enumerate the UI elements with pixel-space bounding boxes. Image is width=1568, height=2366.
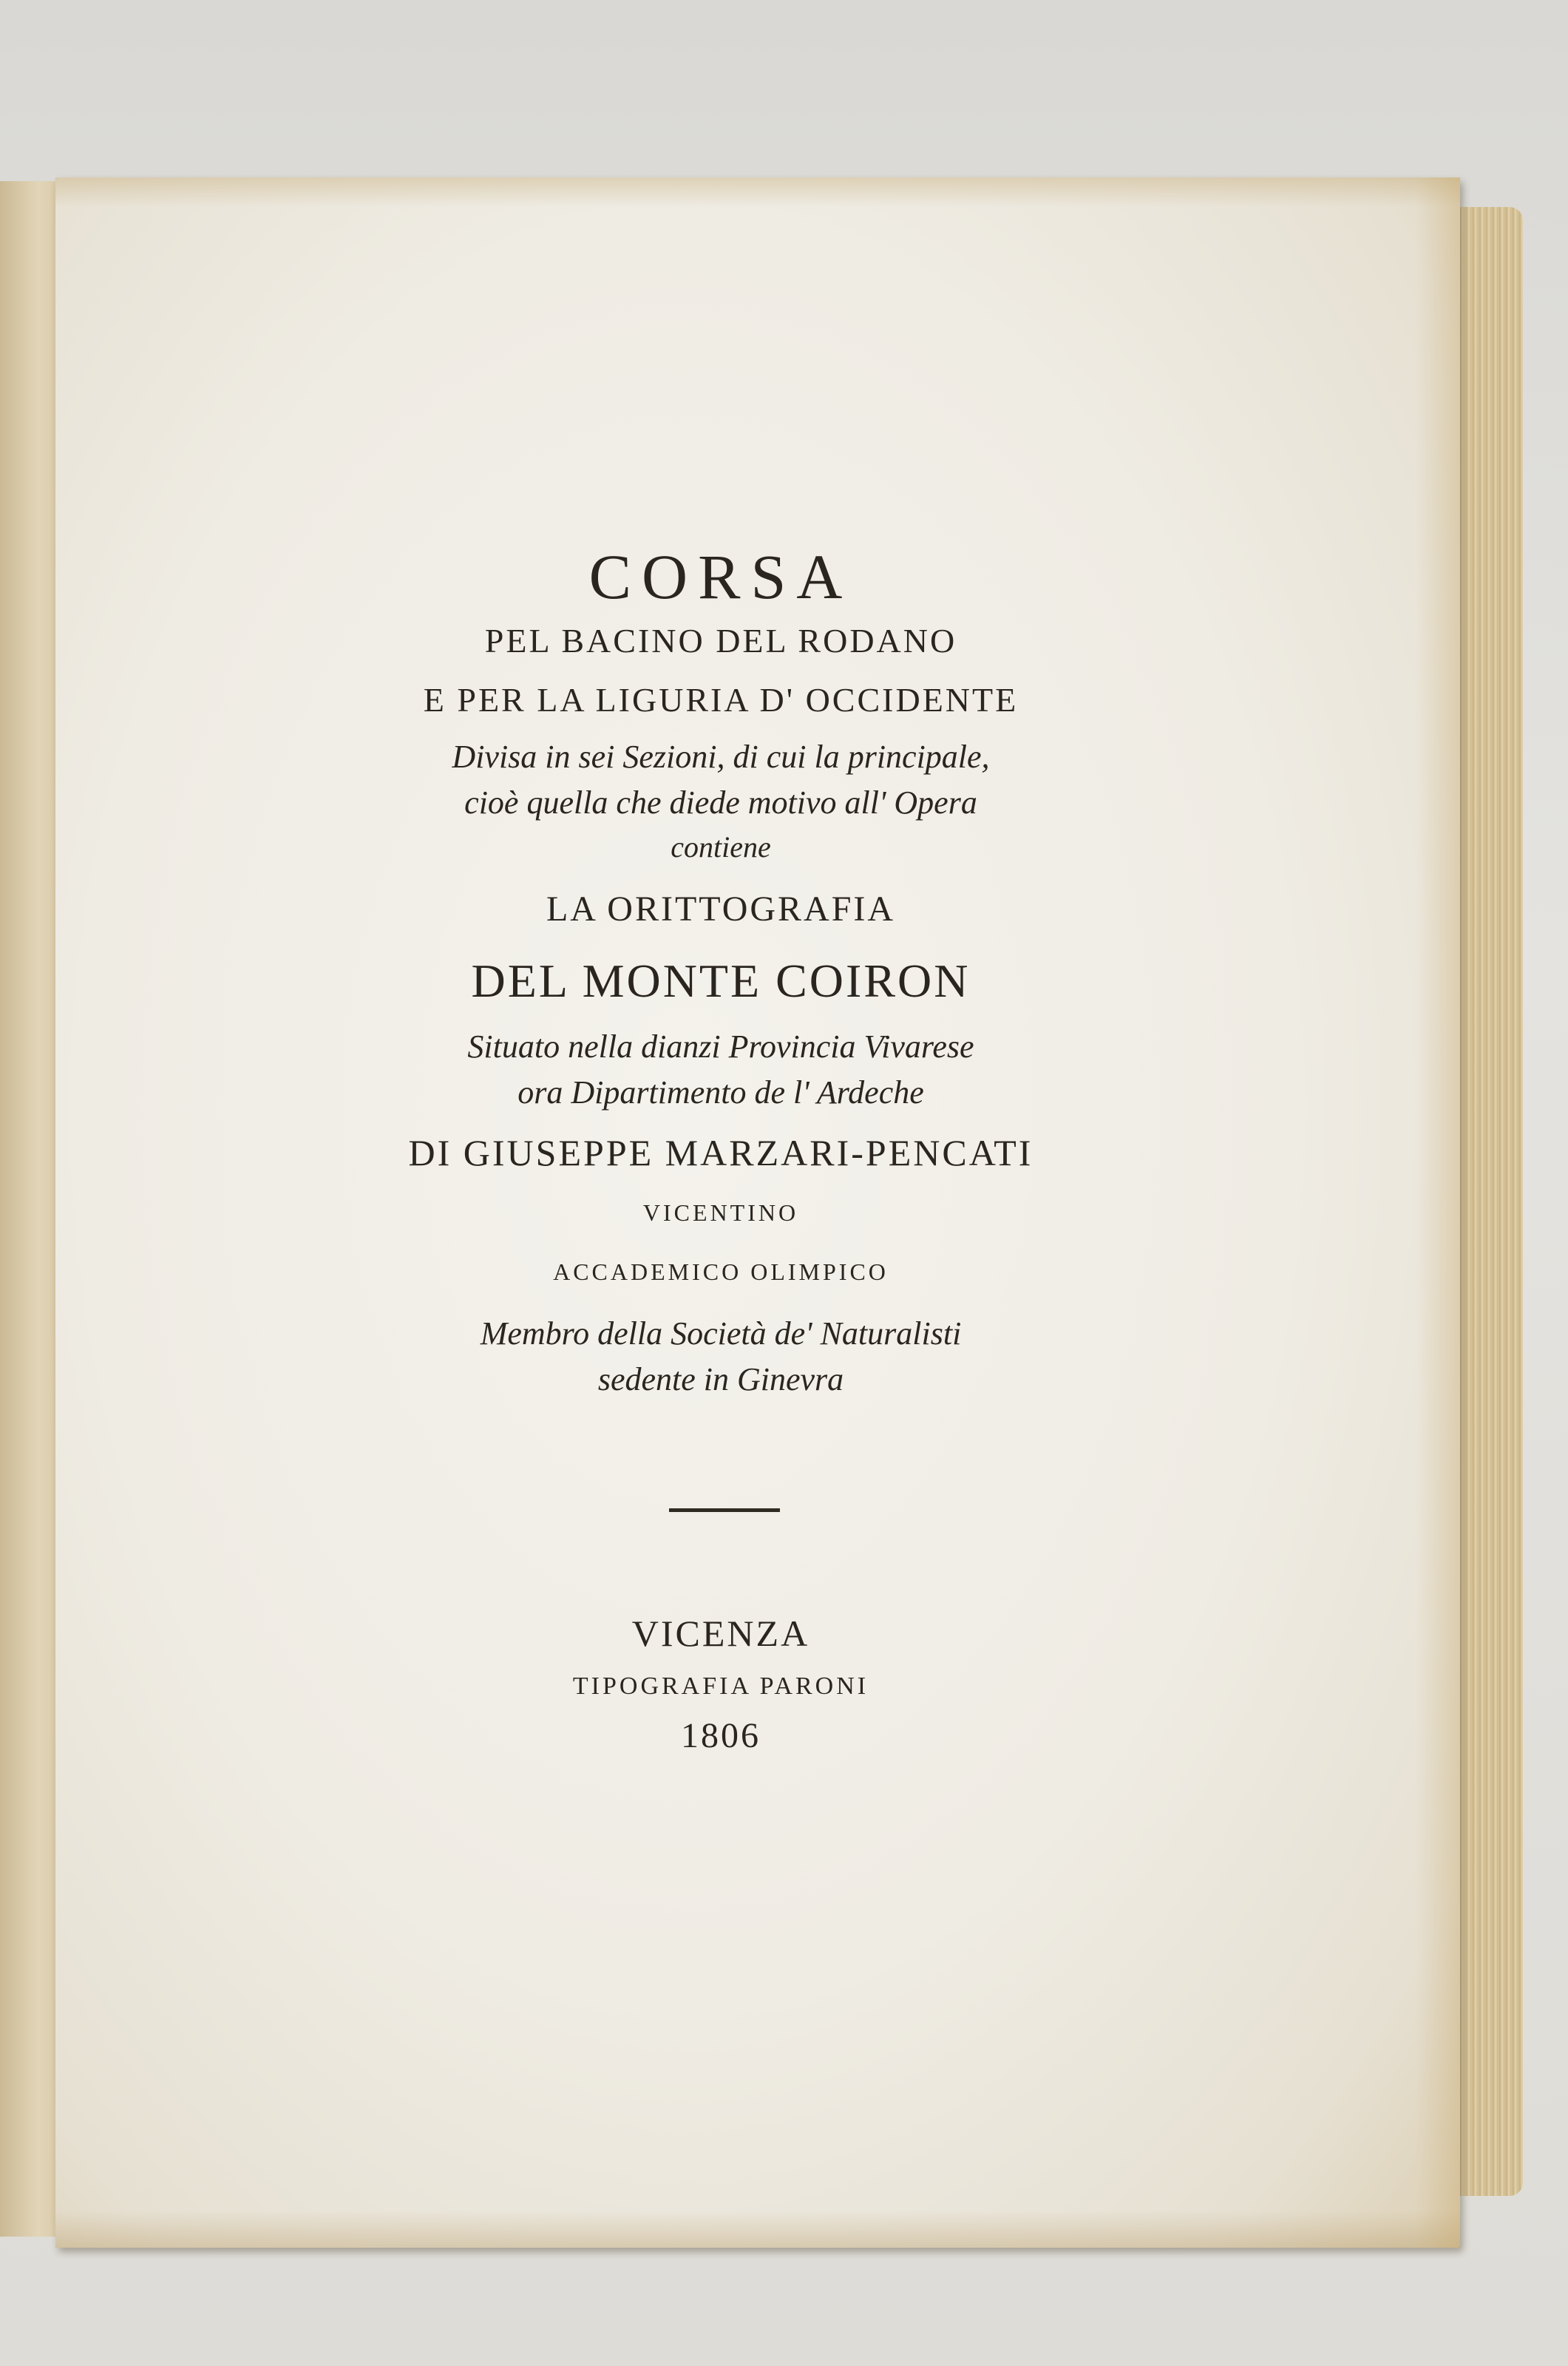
location-line-2: ora Dipartimento de l' Ardeche [517,1074,924,1111]
subtitle-line-1: PEL BACINO DEL RODANO [484,622,957,660]
work-title-line-2: DEL MONTE COIRON [471,955,971,1007]
location-line-1: Situato nella dianzi Provincia Vivarese [467,1028,974,1065]
page-stain [55,2211,1460,2248]
subtitle-line-2: E PER LA LIGURIA D' OCCIDENTE [423,681,1019,719]
page-stain [55,177,1460,207]
title-page [55,177,1460,2248]
description-line-1: Divisa in sei Sezioni, di cui la principale, [452,739,990,775]
imprint-printer: TIPOGRAFIA PARONI [572,1672,869,1700]
author-origin: VICENTINO [642,1199,799,1226]
description-line-2: cioè quella che diede motivo all' Opera [464,784,977,821]
description-line-3: contiene [671,830,771,864]
imprint-year: 1806 [681,1716,761,1755]
author-title: ACCADEMICO OLIMPICO [553,1258,889,1285]
imprint-city: VICENZA [631,1613,810,1654]
membership-line-1: Membro della Società de' Naturalisti [480,1315,962,1352]
work-title-line-1: LA ORITTOGRAFIA [546,889,896,929]
membership-line-2: sedente in Ginevra [597,1361,844,1397]
author-name: DI GIUSEPPE MARZARI-PENCATI [408,1132,1034,1173]
divider-rule [669,1508,780,1512]
page-stain [1416,177,1460,2248]
book-title: CORSA [588,541,853,612]
